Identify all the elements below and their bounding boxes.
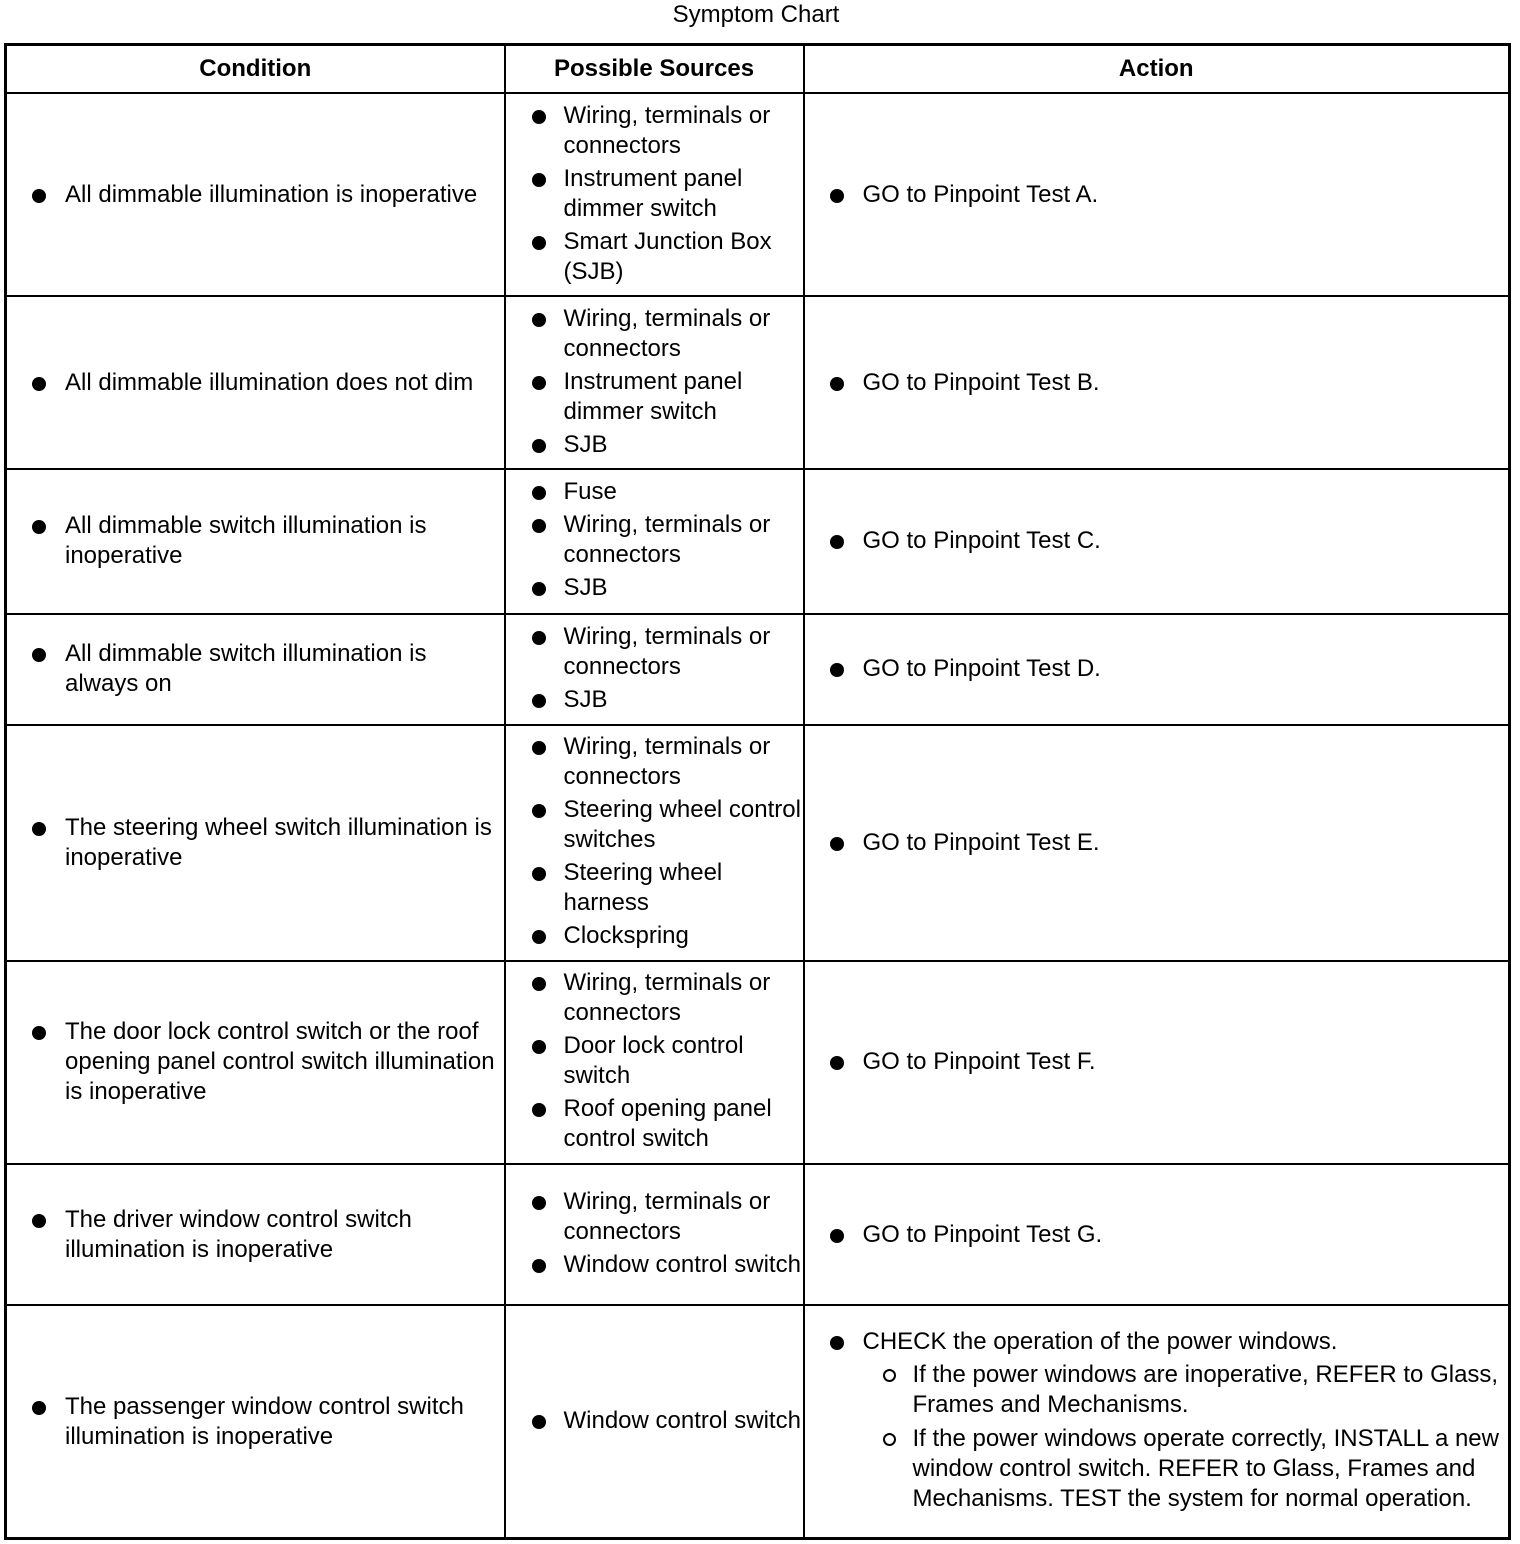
source-item: Wiring, terminals or connectors xyxy=(506,622,803,682)
source-item: Door lock control switch xyxy=(506,1031,803,1091)
source-item: SJB xyxy=(506,685,803,715)
condition-cell xyxy=(6,296,505,469)
condition-cell xyxy=(6,469,505,613)
action-text: GO to Pinpoint Test F. xyxy=(862,1048,1096,1076)
possible-sources-cell xyxy=(505,296,804,469)
source-item: Wiring, terminals or connectors xyxy=(506,968,803,1028)
condition-cell xyxy=(6,614,505,725)
source-item: SJB xyxy=(506,573,803,603)
condition-list xyxy=(7,368,504,398)
table-body xyxy=(6,93,1510,1539)
source-item: Instrument panel dimmer switch xyxy=(506,367,803,427)
column-header-action: Action xyxy=(804,45,1510,94)
action-text: GO to Pinpoint Test B. xyxy=(862,368,1100,396)
action-item xyxy=(805,1220,1509,1250)
action-list xyxy=(805,828,1509,858)
condition-item: The door lock control switch or the roof opening panel control switch illumination is inoperative xyxy=(7,1017,504,1107)
action-item xyxy=(805,180,1509,210)
column-header-possible-sources: Possible Sources xyxy=(505,45,804,94)
sources-list xyxy=(506,304,803,460)
condition-item: All dimmable illumination is inoperative xyxy=(7,180,504,210)
action-item xyxy=(805,828,1509,858)
source-item: Roof opening panel control switch xyxy=(506,1094,803,1154)
possible-sources-cell xyxy=(505,614,804,725)
action-item xyxy=(805,368,1509,398)
action-list xyxy=(805,1220,1509,1250)
condition-list xyxy=(7,1017,504,1107)
condition-item: All dimmable switch illumination is always on xyxy=(7,639,504,699)
sources-list xyxy=(506,968,803,1154)
source-item: Wiring, terminals or connectors xyxy=(506,1187,803,1247)
condition-list xyxy=(7,180,504,210)
condition-cell xyxy=(6,725,505,961)
action-text: GO to Pinpoint Test D. xyxy=(862,655,1101,683)
table-row xyxy=(6,725,1510,961)
table-row xyxy=(6,1305,1510,1538)
condition-item: The steering wheel switch illumination is inoperative xyxy=(7,813,504,873)
condition-cell xyxy=(6,961,505,1164)
table-row xyxy=(6,469,1510,613)
condition-item: All dimmable switch illumination is inoperative xyxy=(7,511,504,571)
source-item: Window control switch xyxy=(506,1250,803,1280)
sources-list xyxy=(506,732,803,951)
action-list xyxy=(805,654,1509,684)
condition-list xyxy=(7,1392,504,1452)
action-cell xyxy=(804,961,1510,1164)
source-item: Fuse xyxy=(506,477,803,507)
action-item xyxy=(805,1047,1509,1077)
column-header-condition: Condition xyxy=(6,45,505,94)
action-cell xyxy=(804,614,1510,725)
action-item xyxy=(805,654,1509,684)
action-text: GO to Pinpoint Test C. xyxy=(862,527,1101,555)
condition-cell xyxy=(6,1305,505,1538)
table-header-row xyxy=(6,45,1510,94)
action-cell xyxy=(804,296,1510,469)
action-cell xyxy=(804,93,1510,296)
action-text: GO to Pinpoint Test A. xyxy=(862,180,1099,208)
sources-list xyxy=(506,1187,803,1280)
action-item xyxy=(805,526,1509,556)
possible-sources-cell xyxy=(505,725,804,961)
table-row xyxy=(6,296,1510,469)
sources-list xyxy=(506,1406,803,1436)
action-text: GO to Pinpoint Test E. xyxy=(862,828,1100,856)
possible-sources-cell xyxy=(505,961,804,1164)
table-row xyxy=(6,961,1510,1164)
condition-list xyxy=(7,639,504,699)
source-item: Smart Junction Box (SJB) xyxy=(506,227,803,287)
action-list xyxy=(805,368,1509,398)
condition-list xyxy=(7,813,504,873)
symptom-chart-table xyxy=(4,43,1511,1540)
sources-list xyxy=(506,622,803,715)
source-item: Steering wheel control switches xyxy=(506,795,803,855)
possible-sources-cell xyxy=(505,469,804,613)
action-list xyxy=(805,526,1509,556)
condition-item: The driver window control switch illumination is inoperative xyxy=(7,1205,504,1265)
source-item: Window control switch xyxy=(506,1406,803,1436)
action-cell xyxy=(804,1164,1510,1305)
action-cell xyxy=(804,1305,1510,1538)
source-item: SJB xyxy=(506,430,803,460)
source-item: Wiring, terminals or connectors xyxy=(506,101,803,161)
action-text: CHECK the operation of the power windows. xyxy=(862,1328,1338,1356)
action-sub-item: If the power windows are inoperative, REFER to Glass, Frames and Mechanisms. xyxy=(863,1360,1509,1420)
page-title: Symptom Chart xyxy=(672,1,840,28)
source-item: Steering wheel harness xyxy=(506,858,803,918)
action-list xyxy=(805,1327,1509,1514)
table-row xyxy=(6,614,1510,725)
action-text: GO to Pinpoint Test G. xyxy=(862,1220,1103,1248)
action-cell xyxy=(804,725,1510,961)
source-item: Wiring, terminals or connectors xyxy=(506,732,803,792)
source-item: Wiring, terminals or connectors xyxy=(506,510,803,570)
source-item: Wiring, terminals or connectors xyxy=(506,304,803,364)
possible-sources-cell xyxy=(505,1164,804,1305)
action-list xyxy=(805,1047,1509,1077)
condition-list xyxy=(7,511,504,571)
condition-item: The passenger window control switch illumination is inoperative xyxy=(7,1392,504,1452)
condition-cell xyxy=(6,93,505,296)
sources-list xyxy=(506,101,803,287)
source-item: Instrument panel dimmer switch xyxy=(506,164,803,224)
possible-sources-cell xyxy=(505,93,804,296)
condition-list xyxy=(7,1205,504,1265)
sources-list xyxy=(506,477,803,603)
condition-cell xyxy=(6,1164,505,1305)
source-item: Clockspring xyxy=(506,921,803,951)
table-row xyxy=(6,1164,1510,1305)
action-cell xyxy=(804,469,1510,613)
possible-sources-cell xyxy=(505,1305,804,1538)
action-sub-list xyxy=(863,1360,1509,1514)
action-item xyxy=(805,1327,1509,1514)
table-row xyxy=(6,93,1510,296)
condition-item: All dimmable illumination does not dim xyxy=(7,368,504,398)
action-sub-item: If the power windows operate correctly, INSTALL a new window control switch. REFER to Glass, Frames and Mechanisms. TEST the system for normal operation. xyxy=(863,1424,1509,1514)
action-list xyxy=(805,180,1509,210)
